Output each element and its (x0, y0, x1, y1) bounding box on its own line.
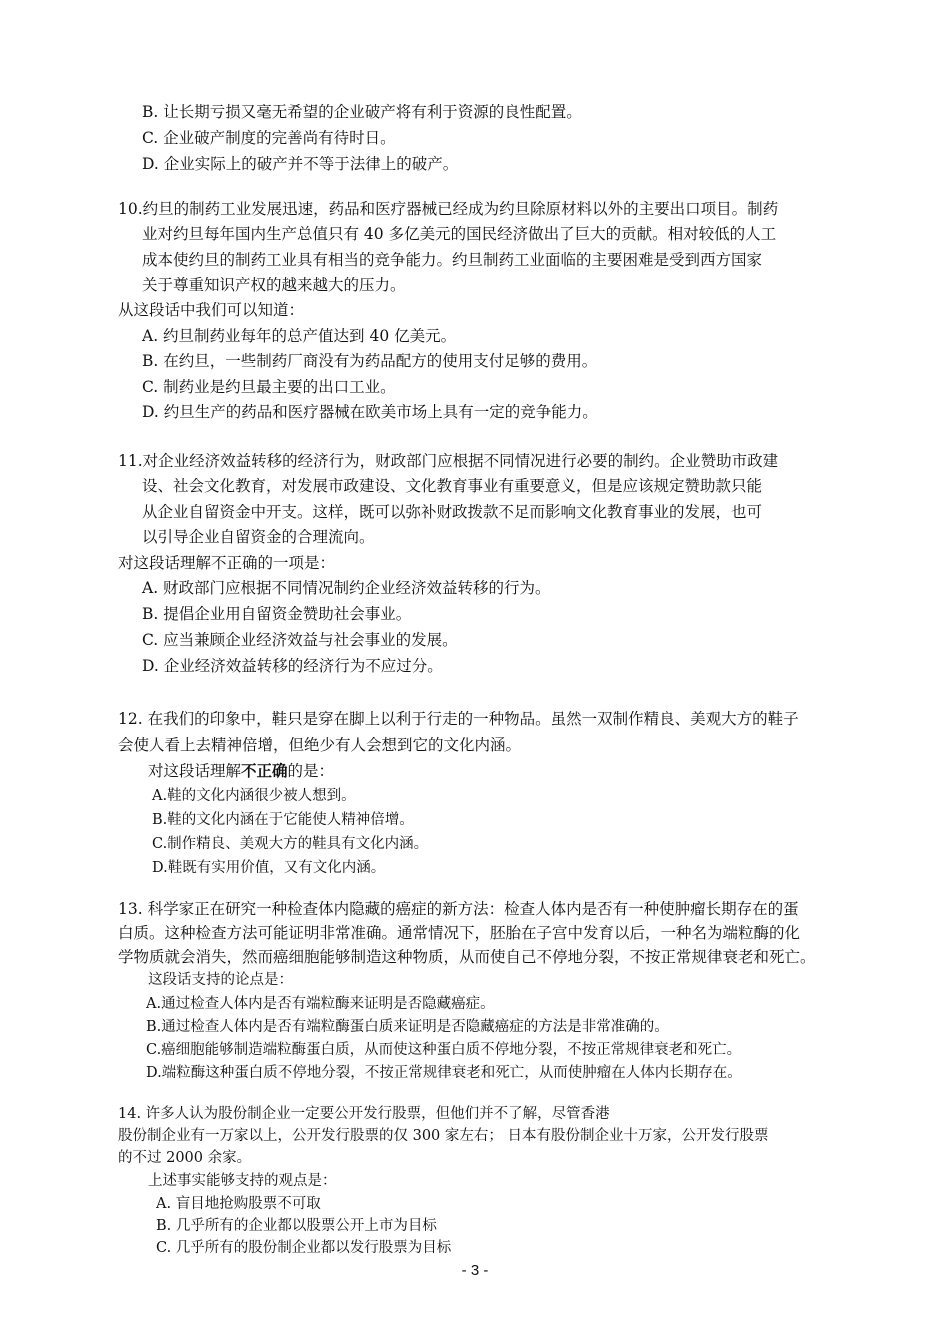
option-d: D. 企业实际上的破产并不等于法律上的破产。 (142, 155, 459, 173)
option-b: B. 让长期亏损又毫无希望的企业破产将有利于资源的良性配置。 (142, 103, 582, 121)
option-d: D.端粒酶这种蛋白质不停地分裂，不按正常规律衰老和死亡，从而使肿瘤在人体内长期存在。 (146, 1065, 742, 1081)
option-d: D. 企业经济效益转移的经济行为不应过分。 (142, 657, 443, 675)
option-c: C. 应当兼顾企业经济效益与社会事业的发展。 (142, 631, 458, 649)
option-c: C.制作精良、美观大方的鞋具有文化内涵。 (152, 836, 429, 852)
question-prompt: 从这段话中我们可以知道： (118, 301, 305, 319)
option-b: B. 几乎所有的企业都以股票公开上市为目标 (156, 1218, 437, 1234)
option-b: B. 提倡企业用自留资金赞助社会事业。 (142, 605, 412, 623)
page-number: - 3 - (461, 1262, 489, 1279)
question-stem-line: 股份制企业有一万家以上，公开发行股票的仅 300 家左右； 日本有股份制企业十万家，公开发行股票 (118, 1128, 769, 1144)
option-a: A.鞋的文化内涵很少被人想到。 (152, 788, 356, 804)
question-stem-line: 11.对企业经济效益转移的经济行为，财政部门应根据不同情况进行必要的制约。企业赞助市政建 (118, 452, 779, 470)
question-prompt-emphasis: 不正确 (241, 761, 288, 780)
question-stem-line: 关于尊重知识产权的越来越大的压力。 (142, 276, 406, 294)
question-stem-line: 从企业自留资金中开支。这样，既可以弥补财政拨款不足而影响文化教育事业的发展，也可 (142, 503, 763, 521)
question-stem-line: 以引导企业自留资金的合理流向。 (142, 528, 375, 546)
option-a: A.通过检查人体内是否有端粒酶来证明是否隐藏癌症。 (146, 996, 495, 1012)
question-stem-line: 10.约旦的制药工业发展迅速，药品和医疗器械已经成为约旦除原材料以外的主要出口项目。制药 (118, 200, 779, 218)
question-prompt-post: 的是： (287, 762, 335, 780)
question-prompt: 这段话支持的论点是： (148, 972, 293, 988)
question-stem-line: 设、社会文化教育，对发展市政建设、文化教育事业有重要意义，但是应该规定赞助款只能 (142, 477, 763, 495)
question-prompt: 对这段话理解不正确的一项是： (118, 554, 336, 572)
option-d: D. 约旦生产的药品和医疗器械在欧美市场上具有一定的竞争能力。 (142, 403, 598, 421)
option-c: C.癌细胞能够制造端粒酶蛋白质，从而使这种蛋白质不停地分裂，不按正常规律衰老和死亡。 (146, 1042, 742, 1058)
option-c: C. 制药业是约旦最主要的出口工业。 (142, 378, 396, 396)
option-a: A. 财政部门应根据不同情况制约企业经济效益转移的行为。 (142, 579, 551, 597)
option-b: B.通过检查人体内是否有端粒酶蛋白质来证明是否隐藏癌症的方法是非常准确的。 (146, 1019, 669, 1035)
question-prompt: 上述事实能够支持的观点是： (148, 1173, 337, 1189)
option-c: C. 企业破产制度的完善尚有待时日。 (142, 129, 396, 147)
question-stem-line: 学物质就会消失，然而癌细胞能够制造这种物质，从而使自己不停地分裂，不按正常规律衰老和死亡。 (118, 948, 816, 966)
question-stem-line: 14. 许多人认为股份制企业一定要公开发行股票，但他们并不了解，尽管香港 (118, 1106, 610, 1122)
option-b: B. 在约旦，一些制药厂商没有为药品配方的使用支付足够的费用。 (142, 352, 598, 370)
option-b: B.鞋的文化内涵在于它能使人精神倍增。 (152, 812, 414, 828)
option-a: A. 盲目地抢购股票不可取 (156, 1196, 321, 1212)
option-d: D.鞋既有实用价值，又有文化内涵。 (152, 860, 386, 876)
question-stem-line: 的不过 2000 余家。 (118, 1150, 252, 1166)
question-stem-line: 业对约旦每年国内生产总值只有 40 多亿美元的国民经济做出了巨大的贡献。相对较低的人工 (142, 225, 777, 243)
question-stem-line: 白质。这种检查方法可能证明非常准确。通常情况下，胚胎在子宫中发育以后，一种名为端粒酶的化 (118, 924, 801, 942)
question-stem-line: 13. 科学家正在研究一种检查体内隐藏的癌症的新方法：检查人体内是否有一种使肿瘤长期存在的蛋 (118, 900, 799, 918)
option-c: C. 几乎所有的股份制企业都以发行股票为目标 (156, 1240, 452, 1256)
question-stem-line: 12. 在我们的印象中，鞋只是穿在脚上以利于行走的一种物品。虽然一双制作精良、美观大方的鞋子 (118, 710, 799, 728)
question-prompt (148, 760, 334, 782)
option-a: A. 约旦制药业每年的总产值达到 40 亿美元。 (142, 327, 457, 345)
question-prompt-pre: 对这段话理解 (148, 762, 242, 780)
question-stem-line: 会使人看上去精神倍增，但绝少有人会想到它的文化内涵。 (118, 736, 522, 754)
question-stem-line: 成本使约旦的制药工业具有相当的竞争能力。约旦制药工业面临的主要困难是受到西方国家 (142, 251, 763, 269)
